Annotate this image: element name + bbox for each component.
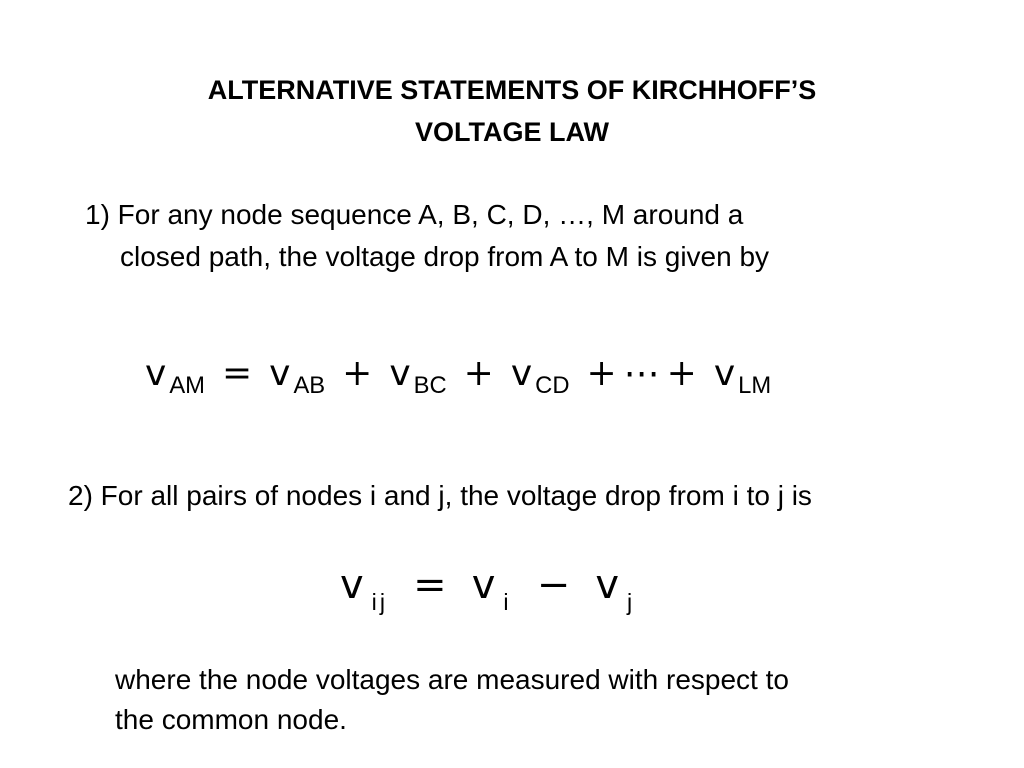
statement-1-line-2: closed path, the voltage drop from A to M is given by: [120, 241, 770, 272]
eq1-lhs-variable: v: [145, 353, 167, 394]
eq2-term2-subscript: j: [627, 588, 636, 615]
eq1-term3-variable: v: [510, 353, 533, 394]
note-line-1: where the node voltages are measured with respect to: [115, 664, 789, 695]
eq1-term1-subscript: AB: [293, 372, 326, 400]
eq1-plus-sign-3: +: [586, 353, 617, 394]
eq2-term1-variable: v: [471, 562, 496, 608]
eq2-lhs-subscript: ij: [371, 588, 388, 615]
eq1-lhs-subscript: AM: [169, 372, 205, 400]
eq1-term2-variable: v: [389, 353, 411, 394]
statement-2: 2) For all pairs of nodes i and j, the voltage drop from i to j is: [68, 480, 812, 511]
slide-title-line-2: VOLTAGE LAW: [415, 117, 609, 147]
equation-node-voltage-difference: [340, 562, 636, 615]
eq1-ellipsis: ⋯: [623, 353, 660, 394]
eq1-term2-subscript: BC: [413, 372, 447, 400]
eq2-lhs-variable: v: [340, 562, 364, 608]
statement-1-line-1: 1) For any node sequence A, B, C, D, …, M around a: [85, 199, 744, 230]
eq1-equals-sign: =: [221, 353, 253, 394]
eq1-plus-sign-2: +: [463, 353, 494, 394]
eq2-term1-subscript: i: [503, 588, 512, 615]
eq1-term1-variable: v: [269, 353, 291, 394]
eq2-term2-variable: v: [595, 562, 620, 608]
eq1-term4-variable: v: [713, 353, 736, 394]
eq1-term3-subscript: CD: [535, 372, 570, 400]
equation-kvl-sum: [145, 352, 772, 400]
note-line-2: the common node.: [115, 704, 347, 735]
eq1-plus-sign-1: +: [342, 353, 373, 394]
eq2-equals-sign: =: [413, 562, 447, 608]
eq2-minus-sign: −: [536, 562, 571, 608]
eq1-plus-sign-4: +: [666, 353, 697, 394]
eq1-term4-subscript: LM: [738, 372, 772, 400]
slide-title-line-1: ALTERNATIVE STATEMENTS OF KIRCHHOFF’S: [207, 75, 817, 105]
